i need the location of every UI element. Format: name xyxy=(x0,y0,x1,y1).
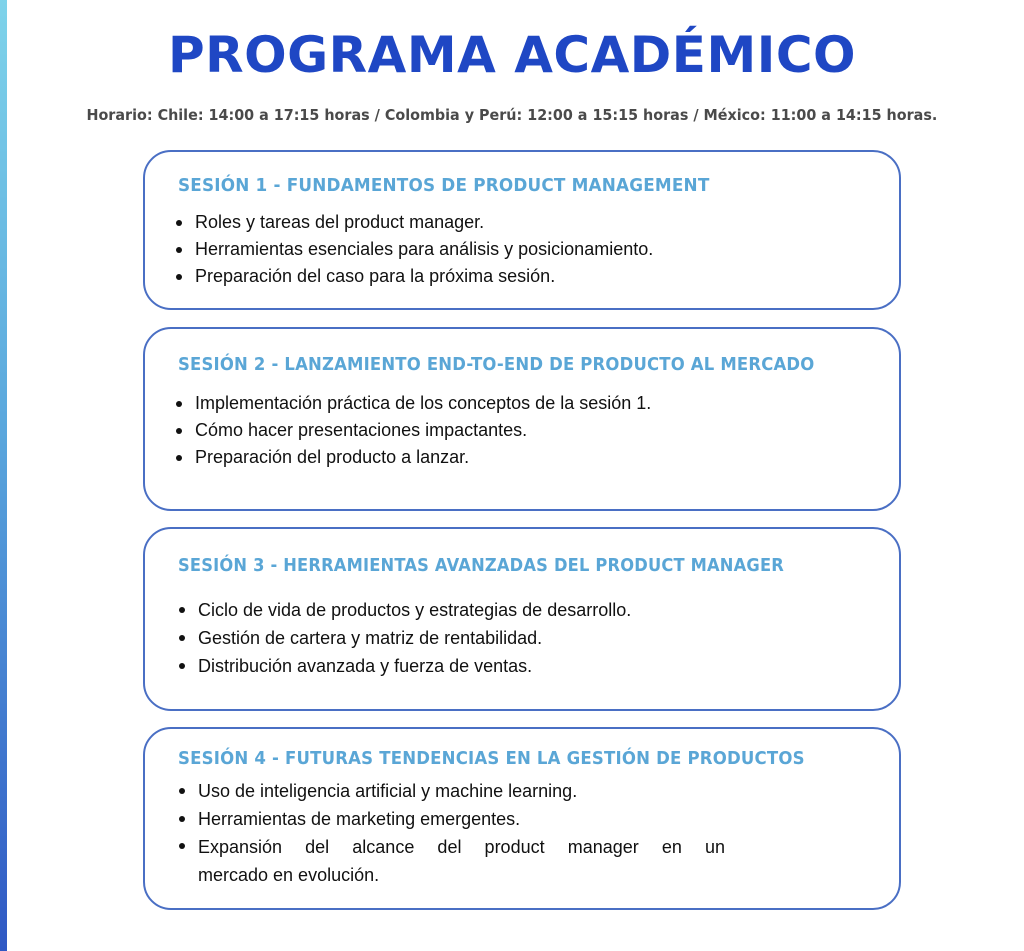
list-item: Herramientas esenciales para análisis y posicionamiento. xyxy=(175,236,653,263)
session-2-topics xyxy=(175,390,651,471)
session-4-title: SESIÓN 4 - FUTURAS TENDENCIAS EN LA GESTIÓN DE PRODUCTOS xyxy=(178,748,805,769)
list-item: Implementación práctica de los conceptos de la sesión 1. xyxy=(175,390,651,417)
schedule-text: Horario: Chile: 14:00 a 17:15 horas / Colombia y Perú: 12:00 a 15:15 horas / México: 11:00 a 14:15 horas. xyxy=(86,106,938,124)
session-card-3 xyxy=(143,527,901,711)
list-item-line: Expansión del alcance del product manager en un xyxy=(198,837,725,857)
list-item: Cómo hacer presentaciones impactantes. xyxy=(175,417,651,444)
session-card-1 xyxy=(143,150,901,310)
session-3-topics xyxy=(178,596,631,680)
session-4-topics xyxy=(178,777,725,889)
session-1-topics xyxy=(175,209,653,290)
session-3-title: SESIÓN 3 - HERRAMIENTAS AVANZADAS DEL PRODUCT MANAGER xyxy=(178,555,785,576)
list-item: Uso de inteligencia artificial y machine learning. xyxy=(178,777,725,805)
list-item: Roles y tareas del product manager. xyxy=(175,209,653,236)
list-item xyxy=(178,833,725,889)
list-item: Herramientas de marketing emergentes. xyxy=(178,805,725,833)
session-card-2 xyxy=(143,327,901,511)
list-item: Preparación del caso para la próxima sesión. xyxy=(175,263,653,290)
page-title: PROGRAMA ACADÉMICO xyxy=(167,26,857,84)
list-item: Preparación del producto a lanzar. xyxy=(175,444,651,471)
list-item-line: mercado en evolución. xyxy=(198,865,380,885)
session-card-4 xyxy=(143,727,901,910)
list-item: Distribución avanzada y fuerza de ventas. xyxy=(178,652,631,680)
session-2-title: SESIÓN 2 - LANZAMIENTO END-TO-END DE PRODUCTO AL MERCADO xyxy=(178,354,815,375)
list-item: Ciclo de vida de productos y estrategias de desarrollo. xyxy=(178,596,631,624)
session-1-title: SESIÓN 1 - FUNDAMENTOS DE PRODUCT MANAGEMENT xyxy=(178,175,710,196)
list-item: Gestión de cartera y matriz de rentabilidad. xyxy=(178,624,631,652)
decorative-side-strip xyxy=(0,0,7,951)
